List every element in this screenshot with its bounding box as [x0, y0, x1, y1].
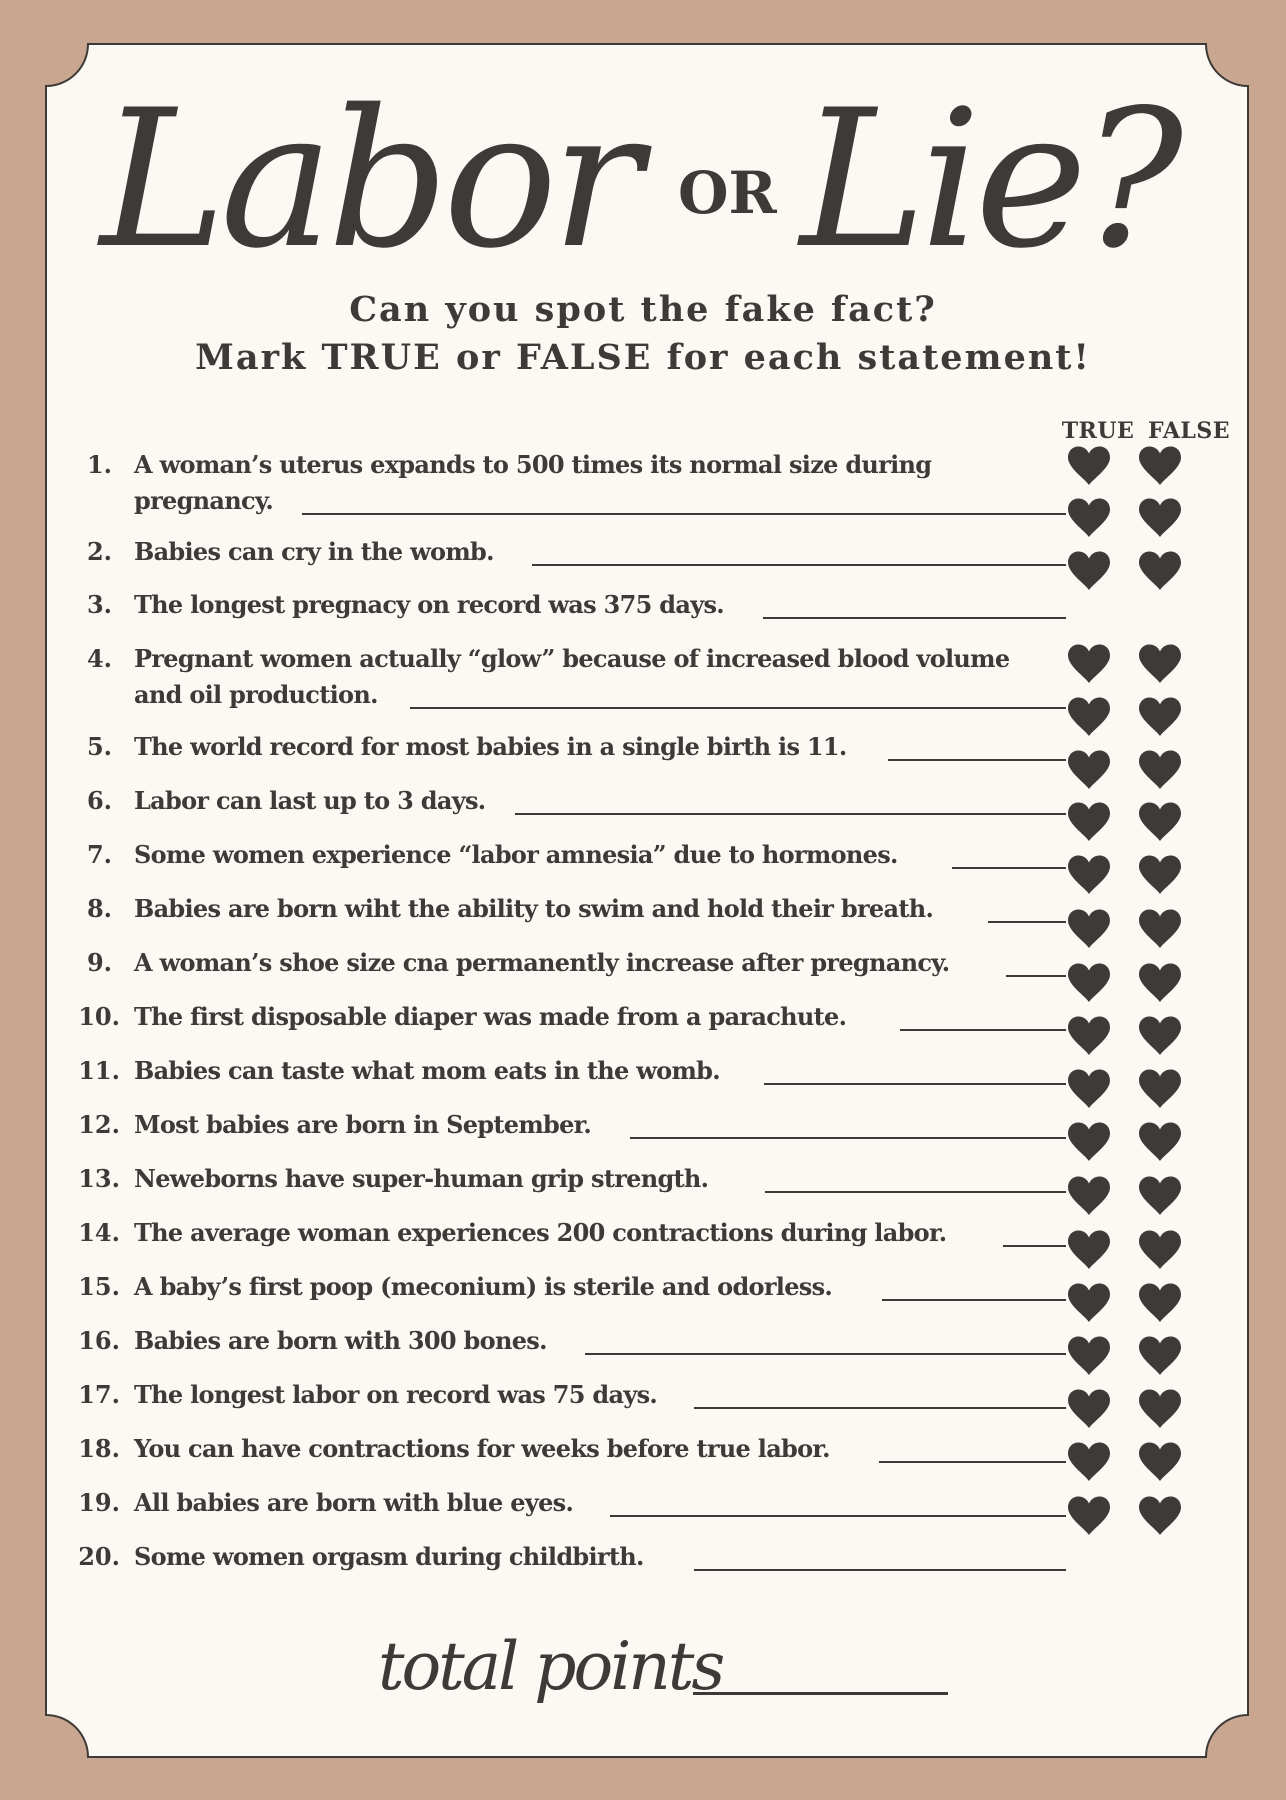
false-heart-icon[interactable] [1138, 1230, 1182, 1270]
question-number: 13. [78, 1164, 120, 1193]
total-points-blank[interactable] [693, 1692, 948, 1695]
question-number: 1. [86, 450, 112, 479]
false-heart-icon[interactable] [1138, 551, 1182, 591]
question-text: The longest pregnacy on record was 375 days. [134, 590, 724, 619]
false-heart-icon[interactable] [1138, 1122, 1182, 1162]
answer-blank-line[interactable] [900, 1029, 1066, 1031]
true-heart-icon[interactable] [1067, 963, 1111, 1003]
answer-blank-line[interactable] [694, 1569, 1066, 1571]
false-heart-icon[interactable] [1138, 1336, 1182, 1376]
answer-blank-line[interactable] [882, 1299, 1066, 1301]
question-text: The average woman experiences 200 contractions during labor. [134, 1218, 947, 1247]
question-text: All babies are born with blue eyes. [134, 1488, 574, 1517]
false-heart-icon[interactable] [1138, 750, 1182, 790]
question-number: 4. [86, 644, 112, 673]
question-number: 11. [78, 1056, 120, 1085]
answer-blank-line[interactable] [764, 1083, 1066, 1085]
true-heart-icon[interactable] [1067, 802, 1111, 842]
question-text: The longest labor on record was 75 days. [134, 1380, 658, 1409]
false-heart-icon[interactable] [1138, 446, 1182, 486]
false-heart-icon[interactable] [1138, 1069, 1182, 1109]
question-number: 17. [78, 1380, 120, 1409]
true-heart-icon[interactable] [1067, 551, 1111, 591]
question-text: Pregnant women actually “glow” because of increased blood volume [134, 644, 1010, 673]
false-heart-icon[interactable] [1138, 963, 1182, 1003]
false-heart-icon[interactable] [1138, 697, 1182, 737]
question-text: Some women experience “labor amnesia” due to hormones. [134, 840, 898, 869]
answer-blank-line[interactable] [302, 513, 1066, 515]
question-number: 14. [78, 1218, 120, 1247]
question-text: Some women orgasm during childbirth. [134, 1542, 644, 1571]
title-labor: Labor [100, 69, 637, 290]
question-text: Neweborns have super-human grip strength. [134, 1164, 709, 1193]
true-heart-icon[interactable] [1067, 644, 1111, 684]
true-heart-icon[interactable] [1067, 697, 1111, 737]
question-text: Most babies are born in September. [134, 1110, 592, 1139]
false-column-header: FALSE [1147, 418, 1231, 444]
question-text: Babies can taste what mom eats in the womb. [134, 1056, 720, 1085]
question-text: You can have contractions for weeks before true labor. [134, 1434, 830, 1463]
true-heart-icon[interactable] [1067, 855, 1111, 895]
true-heart-icon[interactable] [1067, 909, 1111, 949]
question-number: 2. [86, 537, 112, 566]
false-heart-icon[interactable] [1138, 855, 1182, 895]
false-heart-icon[interactable] [1138, 1016, 1182, 1056]
question-text: Babies can cry in the womb. [134, 537, 494, 566]
subtitle-line-2: Mark TRUE or FALSE for each statement! [195, 337, 1091, 378]
false-heart-icon[interactable] [1138, 1176, 1182, 1216]
question-text: A baby’s first poop (meconium) is sterile and odorless. [134, 1272, 833, 1301]
true-heart-icon[interactable] [1067, 1496, 1111, 1536]
answer-blank-line[interactable] [532, 564, 1066, 566]
false-heart-icon[interactable] [1138, 1496, 1182, 1536]
answer-blank-line[interactable] [610, 1515, 1066, 1517]
question-text: and oil production. [134, 680, 378, 709]
answer-blank-line[interactable] [585, 1353, 1066, 1355]
false-heart-icon[interactable] [1138, 802, 1182, 842]
answer-blank-line[interactable] [410, 707, 1066, 709]
question-text: The world record for most babies in a single birth is 11. [134, 732, 847, 761]
question-number: 10. [78, 1002, 120, 1031]
answer-blank-line[interactable] [630, 1137, 1066, 1139]
true-heart-icon[interactable] [1067, 1442, 1111, 1482]
question-text: A woman’s shoe size cna permanently increase after pregnancy. [134, 948, 950, 977]
answer-blank-line[interactable] [879, 1461, 1066, 1463]
false-heart-icon[interactable] [1138, 1442, 1182, 1482]
question-number: 15. [78, 1272, 120, 1301]
false-heart-icon[interactable] [1138, 644, 1182, 684]
question-number: 16. [78, 1326, 120, 1355]
title [0, 60, 1286, 300]
true-heart-icon[interactable] [1067, 498, 1111, 538]
true-heart-icon[interactable] [1067, 1389, 1111, 1429]
question-number: 5. [86, 732, 112, 761]
question-number: 7. [86, 840, 112, 869]
true-column-header: TRUE [1061, 418, 1135, 444]
answer-blank-line[interactable] [694, 1407, 1066, 1409]
false-heart-icon[interactable] [1138, 1389, 1182, 1429]
question-text: pregnancy. [134, 486, 274, 515]
true-heart-icon[interactable] [1067, 1016, 1111, 1056]
true-heart-icon[interactable] [1067, 750, 1111, 790]
question-number: 9. [86, 948, 112, 977]
subtitle-line-1: Can you spot the fake fact? [349, 289, 937, 330]
question-number: 6. [86, 786, 112, 815]
question-text: Babies are born with 300 bones. [134, 1326, 547, 1355]
answer-blank-line[interactable] [888, 759, 1066, 761]
question-number: 12. [78, 1110, 120, 1139]
answer-blank-line[interactable] [952, 867, 1066, 869]
answer-blank-line[interactable] [1006, 975, 1066, 977]
question-number: 19. [78, 1488, 120, 1517]
true-heart-icon[interactable] [1067, 1122, 1111, 1162]
false-heart-icon[interactable] [1138, 498, 1182, 538]
answer-blank-line[interactable] [988, 921, 1066, 923]
false-heart-icon[interactable] [1138, 1283, 1182, 1323]
question-text: Babies are born wiht the ability to swim and hold their breath. [134, 894, 934, 923]
question-number: 18. [78, 1434, 120, 1463]
question-text: Labor can last up to 3 days. [134, 786, 486, 815]
false-heart-icon[interactable] [1138, 909, 1182, 949]
question-number: 20. [78, 1542, 120, 1571]
answer-blank-line[interactable] [765, 1191, 1066, 1193]
question-text: A woman’s uterus expands to 500 times its normal size during [134, 450, 932, 479]
true-heart-icon[interactable] [1067, 1176, 1111, 1216]
answer-blank-line[interactable] [763, 617, 1066, 619]
answer-blank-line[interactable] [1003, 1245, 1066, 1247]
true-heart-icon[interactable] [1067, 1336, 1111, 1376]
true-heart-icon[interactable] [1067, 1230, 1111, 1270]
true-heart-icon[interactable] [1067, 1283, 1111, 1323]
question-number: 3. [86, 590, 112, 619]
question-text: The first disposable diaper was made from a parachute. [134, 1002, 847, 1031]
answer-blank-line[interactable] [515, 813, 1066, 815]
question-number: 8. [86, 894, 112, 923]
true-heart-icon[interactable] [1067, 446, 1111, 486]
title-or: OR [678, 159, 777, 227]
total-points-label: total points [378, 1628, 723, 1705]
true-heart-icon[interactable] [1067, 1069, 1111, 1109]
title-lie: Lie? [800, 69, 1178, 290]
